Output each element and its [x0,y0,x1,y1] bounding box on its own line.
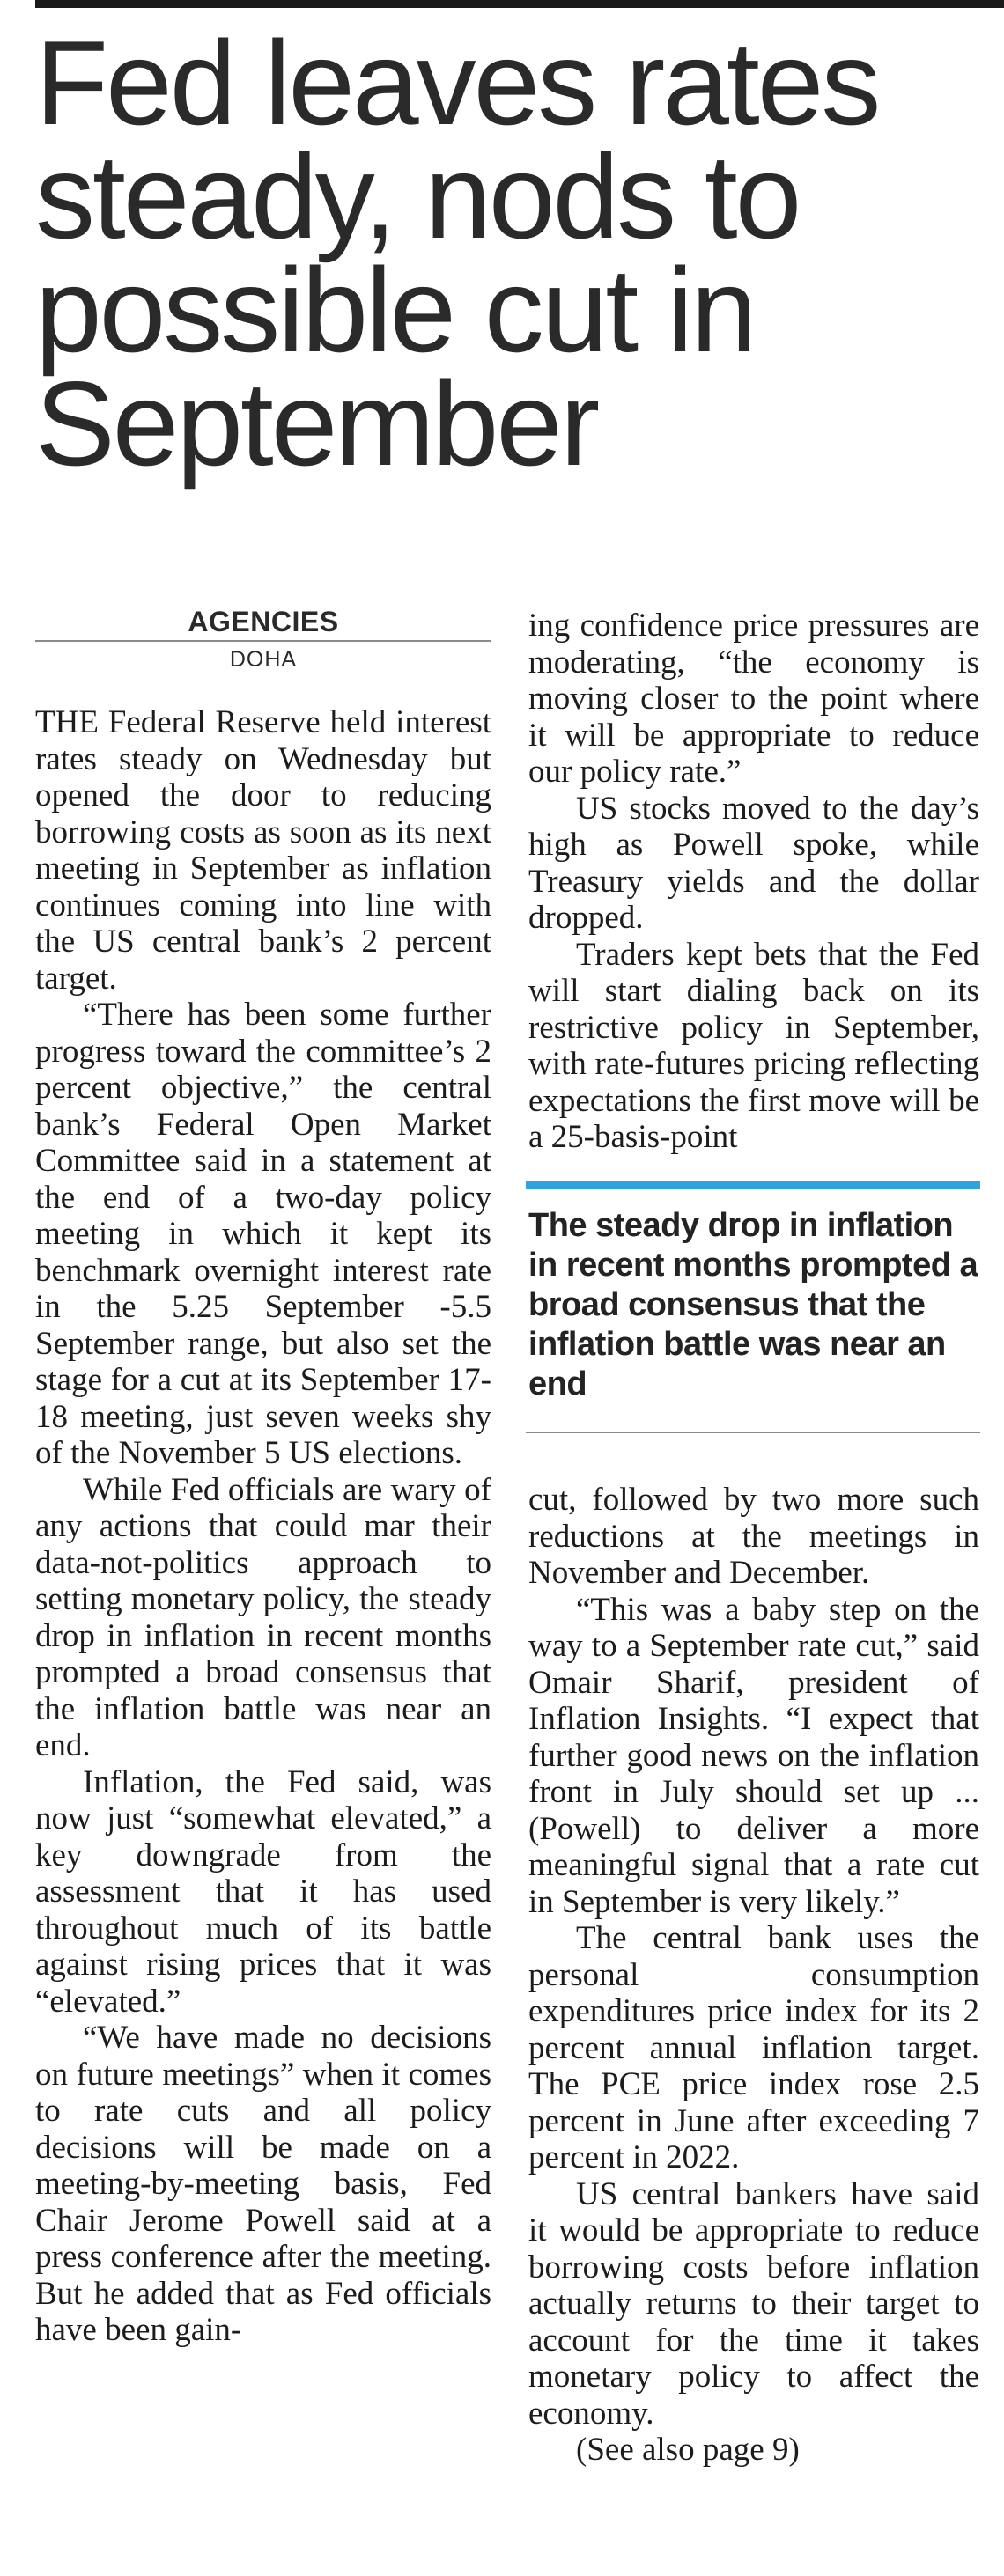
article-paragraph: cut, followed by two more such reductions at the meetings in November and December. [528,1482,979,1591]
article-column-left [35,704,491,2349]
article-paragraph: “We have made no decisions on future meetings” when it comes to rate cuts and all policy decisions will be made on a meeting-by-meeting basis, Fed Chair Jerome Powell said at a press conference after the meeting. But he added that as Fed officials have been gain- [35,2020,491,2348]
article-paragraph: US central bankers have said it would be appropriate to reduce borrowing costs before inflation actually returns to their target to account for the time it takes monetary policy to affect the economy. [528,2175,979,2432]
pullquote: The steady drop in inflation in recent months prompted a broad consensus that the inflation battle was near an end [528,1207,978,1402]
byline-agency: AGENCIES [188,606,339,637]
article-column-right-bottom [528,1482,979,2469]
top-rule [35,0,1004,8]
article-paragraph: The central bank uses the personal consumption expenditures price index for its 2 percent annual inflation target. The PCE price index rose 2.5 percent in June after exceeding 7 percent in 2022. [528,1920,979,2175]
article-paragraph: Inflation, the Fed said, was now just “somewhat elevated,” a key downgrade from the assessment that it has used throughout much of its battle against rising prices that it was “elevated.” [35,1763,491,2020]
article-paragraph: Traders kept bets that the Fed will start dialing back on its restrictive policy in September, with rate-futures pricing reflecting expectations the first move will be a 25-basis-point [528,936,979,1155]
article-column-right-top [528,607,979,1156]
article-paragraph: “There has been some further progress toward the committee’s 2 percent objective,” the central bank’s Federal Open Market Committee said in a statement at the end of a two-day policy meeting in which it kept its benchmark overnight interest rate in the 5.25 September -5.5 September range, but also set the stage for a cut at its September 17-18 meeting, just seven weeks shy of the November 5 US elections. [35,997,491,1471]
pullquote-rule-bottom [526,1432,980,1433]
article-paragraph: “This was a baby step on the way to a September rate cut,” said Omair Sharif, president of Inflation Insights. “I expect that further good news on the inflation front in July should set up ... (Powell) to deliver a more meaningful signal that a rate cut in September is very likely.” [528,1591,979,1920]
byline-dateline: DOHA [229,647,298,672]
article-paragraph: While Fed officials are wary of any actions that could mar their data-not-politics approach to setting monetary policy, the steady drop in inflation in recent months prompted a broad consensus that the inflation battle was near an end. [35,1471,491,1763]
byline-rule [35,640,491,642]
headline: Fed leaves rates steady, nods to possible cut in September [35,16,879,490]
byline [35,605,491,672]
article-paragraph: ing confidence price pressures are moderating, “the economy is moving closer to the point where it will be appropriate to reduce our policy rate.” [528,607,979,790]
pullquote-rule-top [526,1181,980,1189]
see-also-reference: (See also page 9) [576,2432,800,2468]
article-paragraph: THE Federal Reserve held interest rates steady on Wednesday but opened the door to reducing borrowing costs as soon as its next meeting in September as inflation continues coming into line with the US central bank’s 2 percent target. [35,704,491,997]
article-paragraph: US stocks moved to the day’s high as Powell spoke, while Treasury yields and the dollar dropped. [528,790,979,936]
